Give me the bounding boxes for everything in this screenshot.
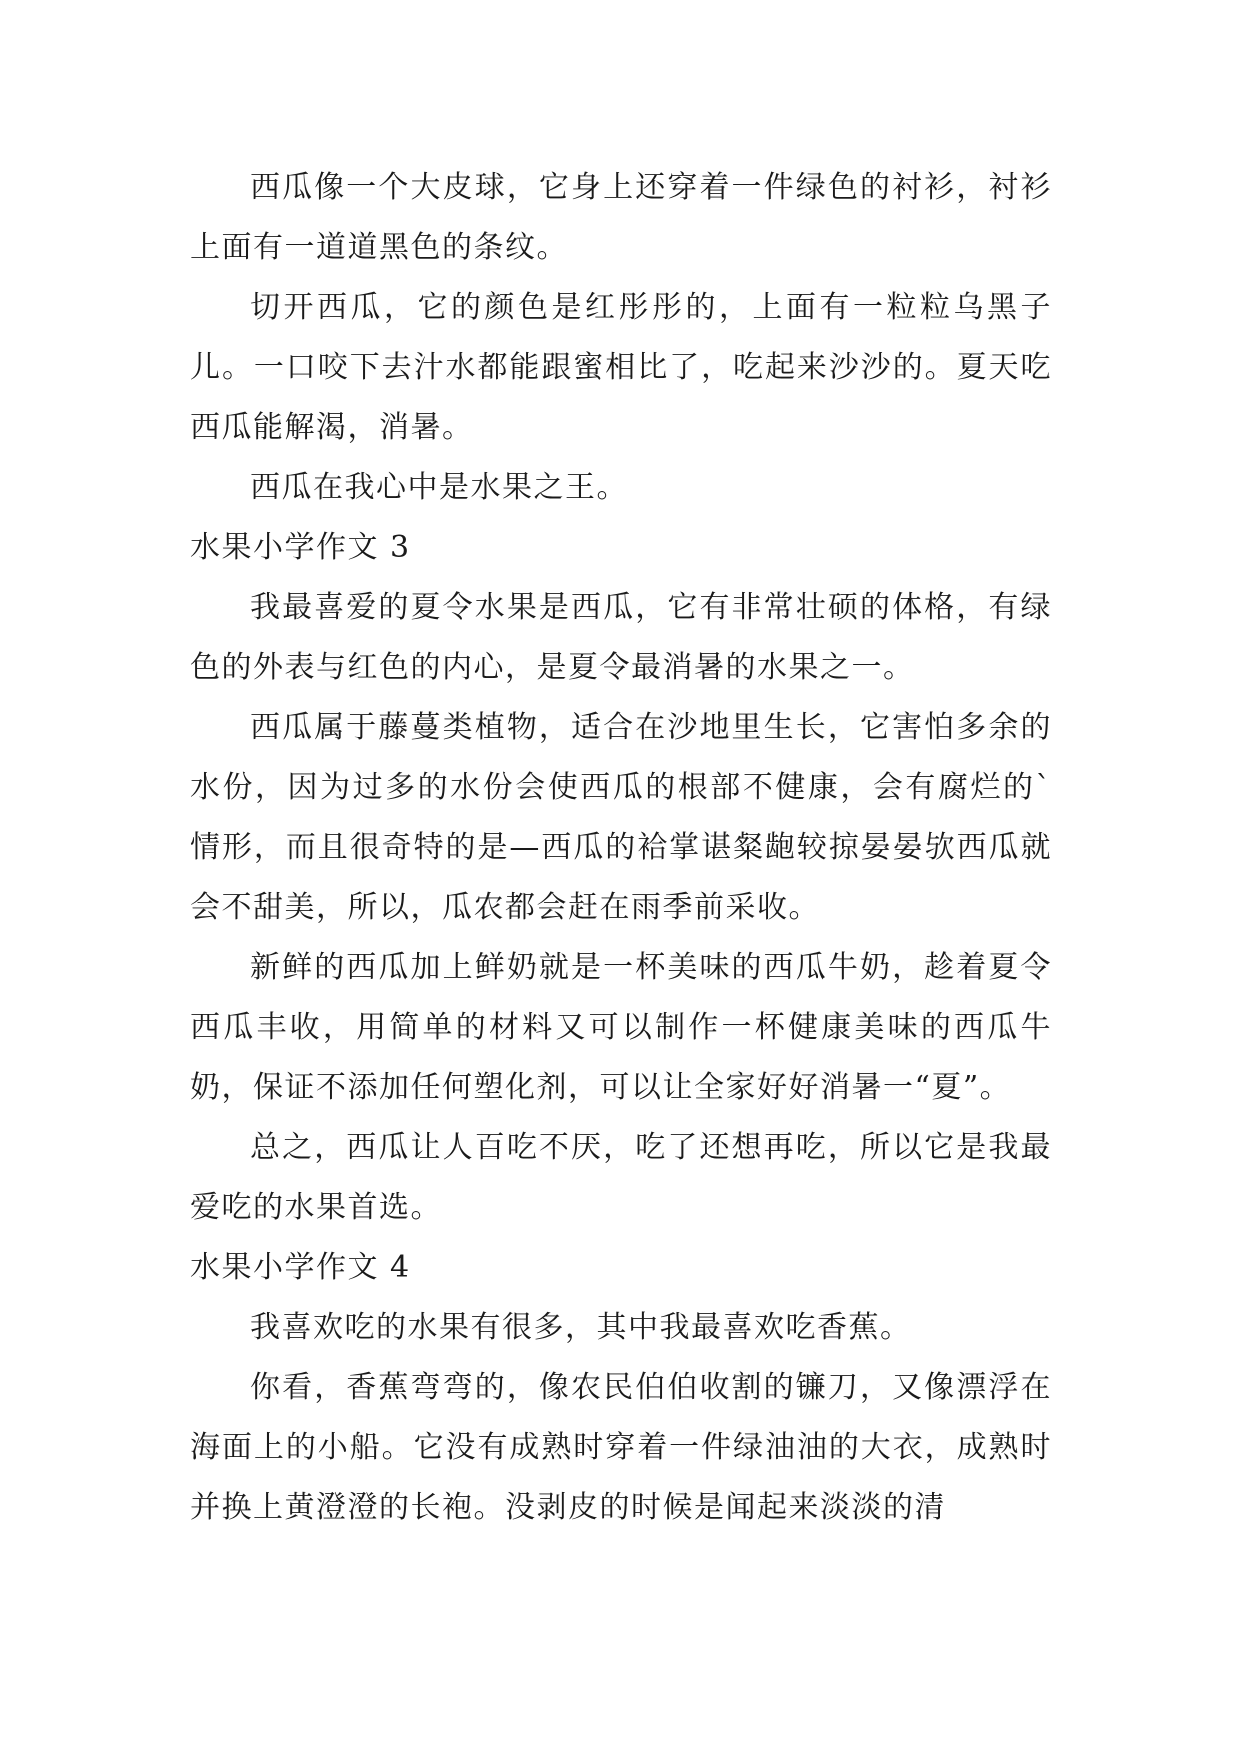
paragraph: 我喜欢吃的水果有很多，其中我最喜欢吃香蕉。 <box>250 1310 912 1345</box>
paragraph: 我最喜爱的夏令水果是西瓜，它有非常壮硕的体格，有绿色的外表与红色的内心，是夏令最消暑的水果之一。 <box>190 590 1052 685</box>
paragraph: 切开西瓜，它的颜色是红彤彤的，上面有一粒粒乌黑子儿。一口咬下去汁水都能跟蜜相比了，吃起来沙沙的。夏天吃西瓜能解渴，消暑。 <box>190 290 1052 445</box>
paragraph: 西瓜属于藤蔓类植物，适合在沙地里生长，它害怕多余的水份，因为过多的水份会使西瓜的根部不健康，会有腐烂的`情形，而且很奇特的是—西瓜的袷掌谌粲龅较掠晏晏欤西瓜就会不甜美，所以，瓜农都会赶在雨季前采收。 <box>190 710 1052 925</box>
paragraph: 总之，西瓜让人百吃不厌，吃了还想再吃，所以它是我最爱吃的水果首选。 <box>190 1130 1052 1225</box>
paragraph: 你看，香蕉弯弯的，像农民伯伯收割的镰刀，又像漂浮在海面上的小船。它没有成熟时穿着一件绿油油的大衣，成熟时并换上黄澄澄的长袍。没剥皮的时候是闻起来淡淡的清 <box>190 1370 1052 1525</box>
section-heading: 水果小学作文 3 <box>190 530 411 565</box>
paragraph: 新鲜的西瓜加上鲜奶就是一杯美味的西瓜牛奶，趁着夏令西瓜丰收，用简单的材料又可以制作一杯健康美味的西瓜牛奶，保证不添加任何塑化剂，可以让全家好好消暑一“夏”。 <box>190 950 1052 1105</box>
document-body <box>190 158 1052 1538</box>
paragraph: 西瓜像一个大皮球，它身上还穿着一件绿色的衬衫，衬衫上面有一道道黑色的条纹。 <box>190 170 1052 265</box>
section-heading: 水果小学作文 4 <box>190 1250 411 1285</box>
paragraph: 西瓜在我心中是水果之王。 <box>250 470 628 505</box>
